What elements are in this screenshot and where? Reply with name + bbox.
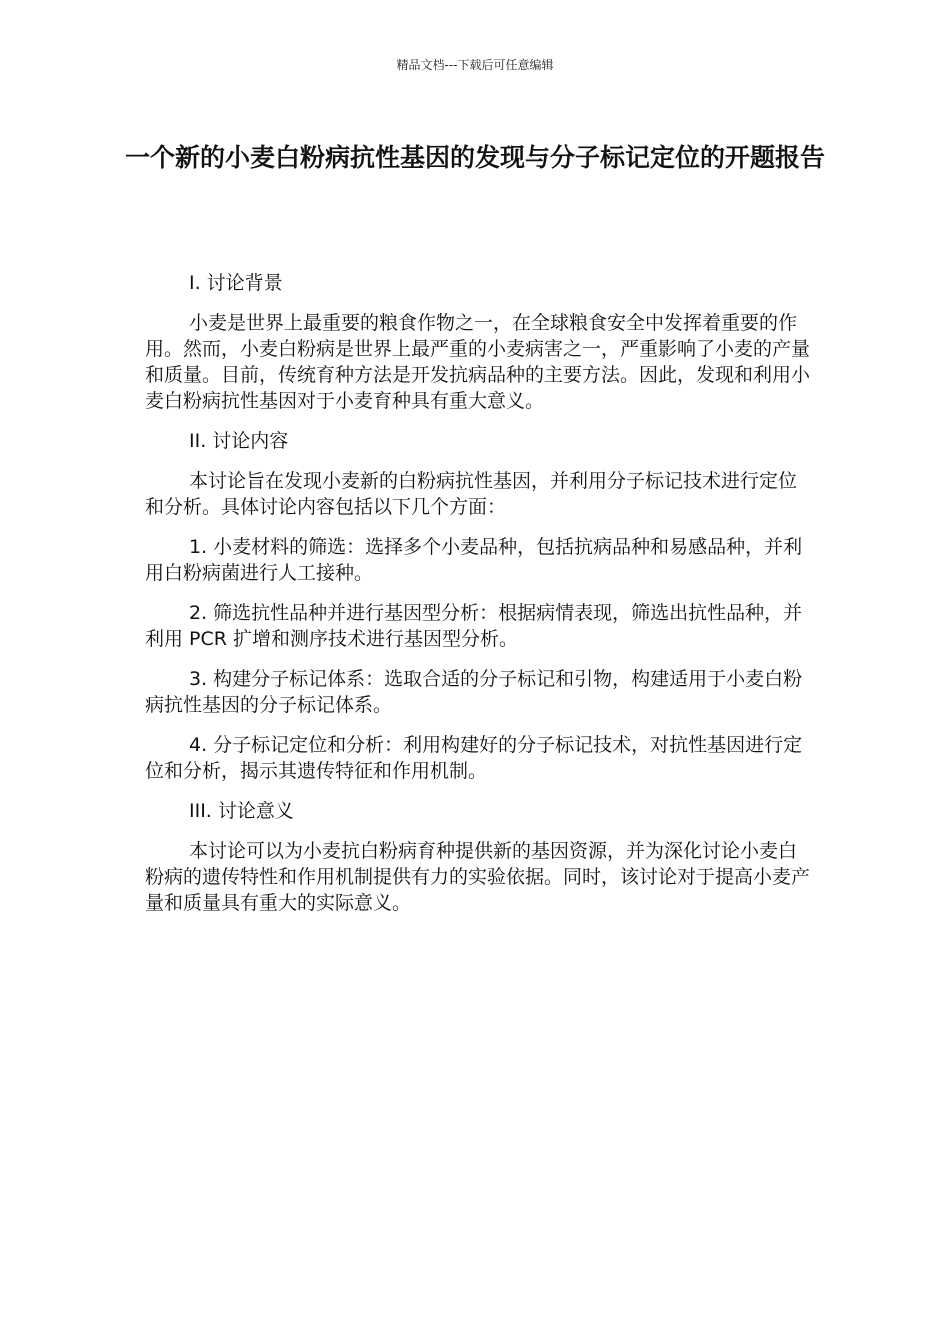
section-heading-significance: III. 讨论意义 — [189, 800, 294, 822]
list-item-4: 4. 分子标记定位和分析：利用构建好的分子标记技术，对抗性基因进行定位和分析，揭示其遗传特征和作用机制。 — [145, 734, 803, 782]
paragraph-background: 小麦是世界上最重要的粮食作物之一，在全球粮食安全中发挥着重要的作用。然而，小麦白粉病是世界上最严重的小麦病害之一，严重影响了小麦的产量和质量。目前，传统育种方法是开发抗病品种的主要方法。因此，发现和利用小麦白粉病抗性基因对于小麦育种具有重大意义。 — [145, 312, 811, 412]
paragraph-significance: 本讨论可以为小麦抗白粉病育种提供新的基因资源，并为深化讨论小麦白粉病的遗传特性和作用机制提供有力的实验依据。同时，该讨论对于提高小麦产量和质量具有重大的实际意义。 — [145, 840, 811, 914]
section-heading-background: I. 讨论背景 — [189, 272, 283, 294]
section-heading-content: II. 讨论内容 — [189, 430, 289, 452]
document-body — [145, 270, 810, 930]
list-item-1: 1. 小麦材料的筛选：选择多个小麦品种，包括抗病品种和易感品种，并利用白粉病菌进行人工接种。 — [145, 536, 803, 584]
paragraph-content-intro: 本讨论旨在发现小麦新的白粉病抗性基因，并利用分子标记技术进行定位和分析。具体讨论内容包括以下几个方面： — [145, 470, 798, 518]
list-item-2: 2. 筛选抗性品种并进行基因型分析：根据病情表现，筛选出抗性品种，并利用 PCR 扩增和测序技术进行基因型分析。 — [145, 602, 803, 650]
document-title: 一个新的小麦白粉病抗性基因的发现与分子标记定位的开题报告 — [124, 143, 825, 172]
page-header-watermark: 精品文档---下载后可任意编辑 — [396, 58, 554, 72]
list-item-3: 3. 构建分子标记体系：选取合适的分子标记和引物，构建适用于小麦白粉病抗性基因的分子标记体系。 — [145, 668, 803, 716]
